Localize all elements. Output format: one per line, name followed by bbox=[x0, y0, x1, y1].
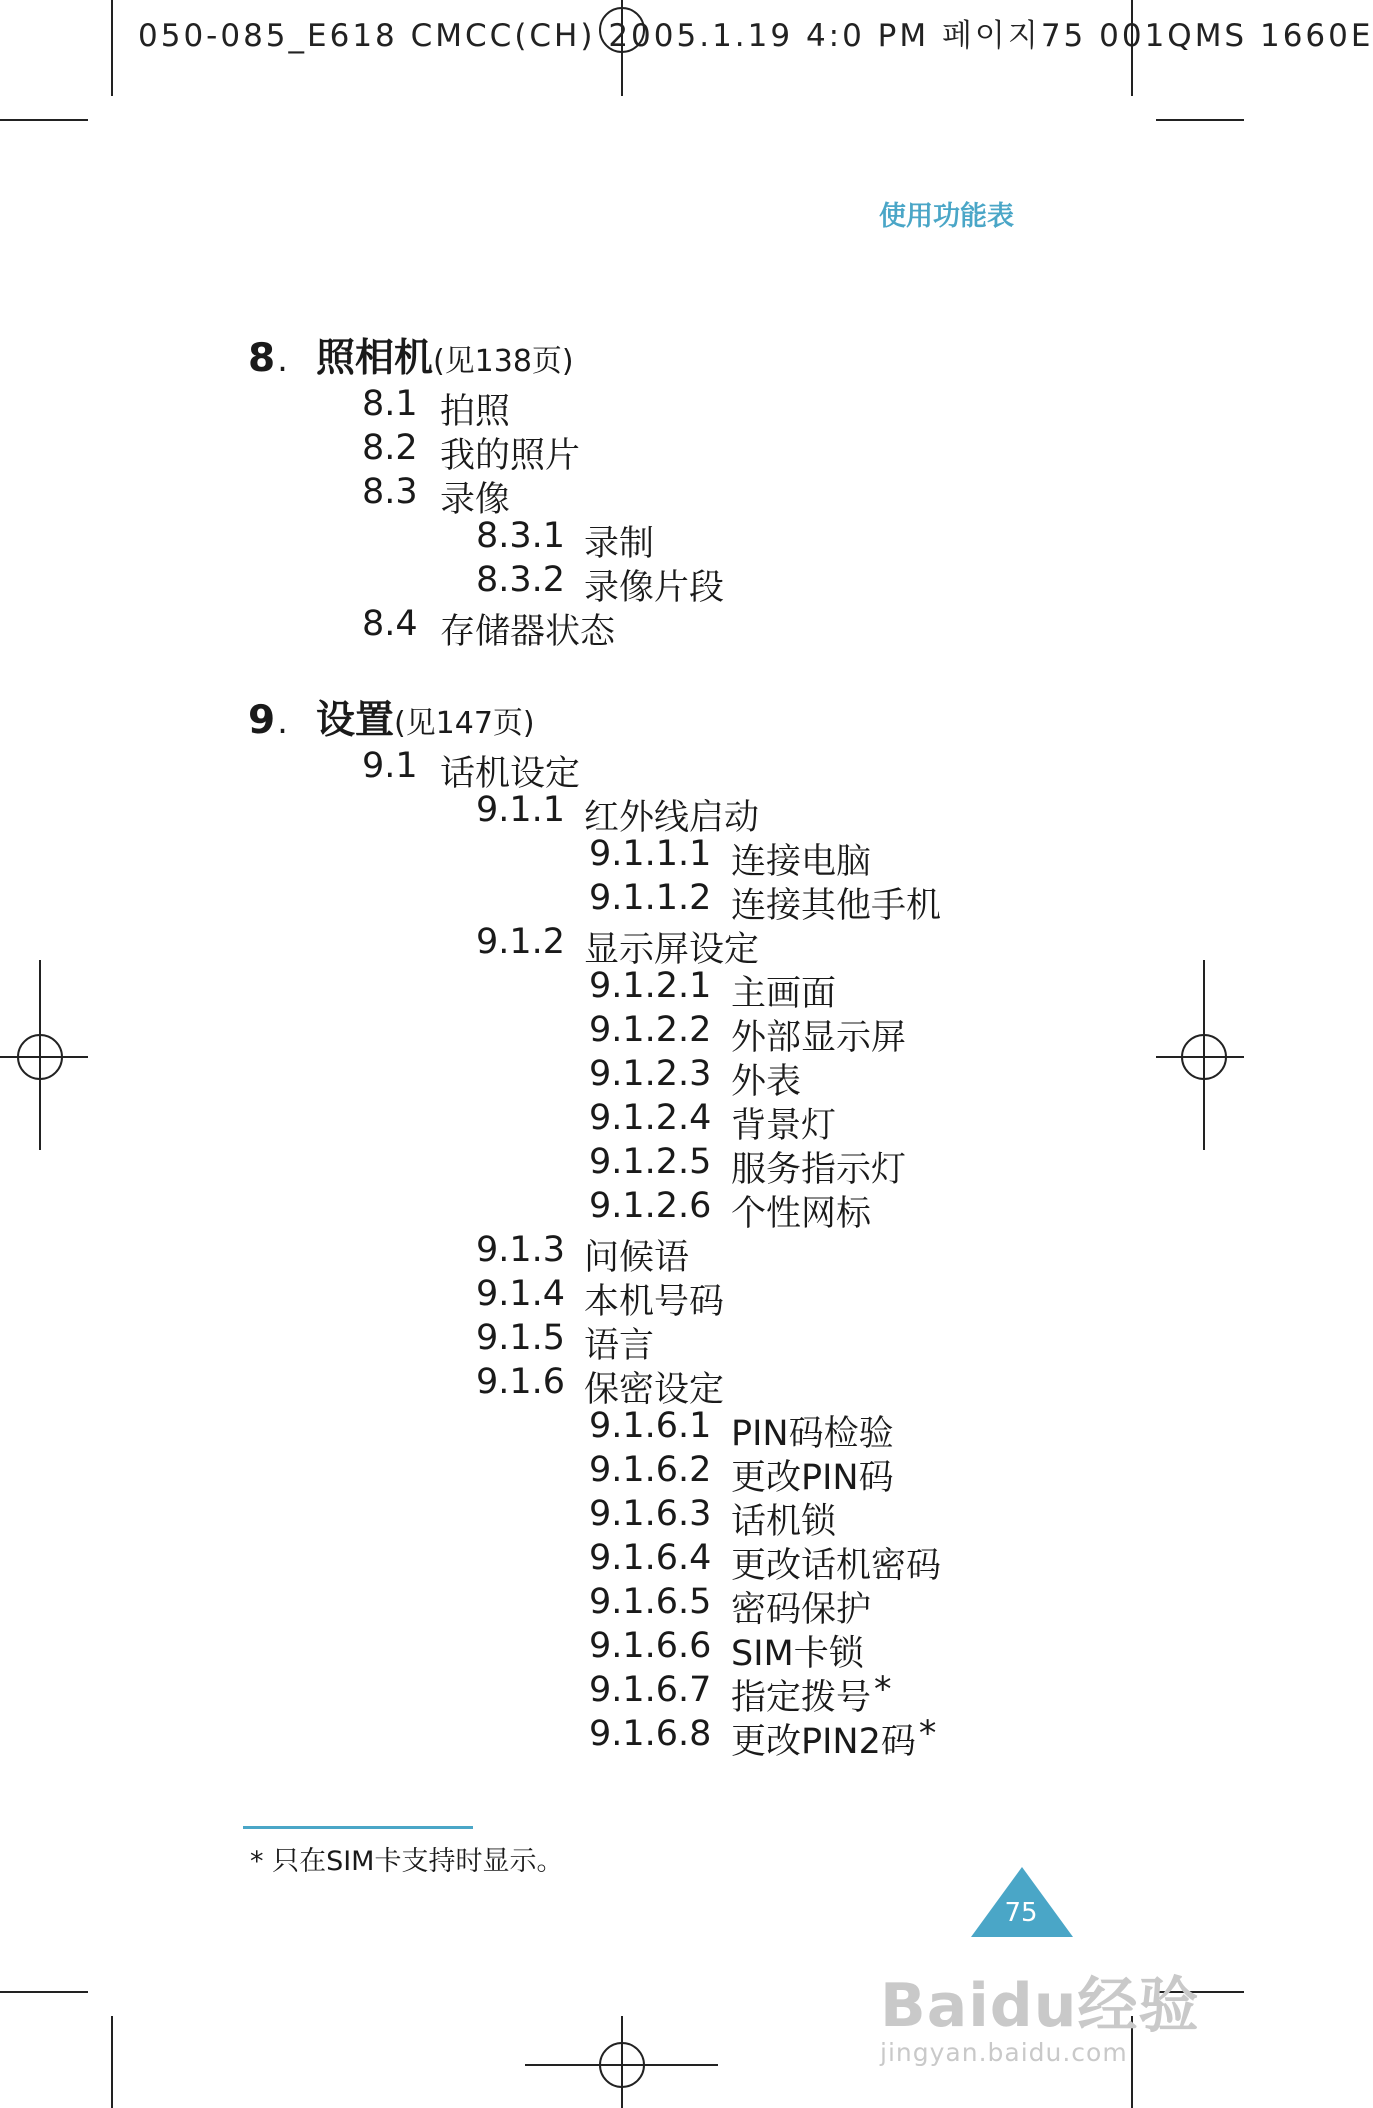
section-heading-camera bbox=[248, 327, 574, 383]
section-title: 照相机 bbox=[315, 336, 433, 381]
menu-item bbox=[589, 1054, 802, 1102]
item-number: 9.1.2.6 bbox=[589, 1186, 712, 1226]
menu-item bbox=[362, 428, 581, 476]
item-label: 主画面 bbox=[731, 974, 837, 1014]
item-number: 9.1.2.3 bbox=[589, 1054, 712, 1094]
page-reference: (见147页) bbox=[393, 706, 535, 741]
item-number: 9.1.6.2 bbox=[589, 1450, 712, 1490]
item-label: 录制 bbox=[584, 524, 655, 564]
menu-item bbox=[476, 1318, 655, 1366]
item-label: 个性网标 bbox=[731, 1194, 872, 1234]
menu-item bbox=[476, 516, 655, 564]
item-number: 9.1.6.5 bbox=[589, 1582, 712, 1622]
menu-item bbox=[589, 966, 837, 1014]
item-number: 9.1.2.2 bbox=[589, 1010, 712, 1050]
item-number: 9.1.6.1 bbox=[589, 1406, 712, 1446]
item-number: 8.4 bbox=[362, 604, 418, 644]
item-number: 8.2 bbox=[362, 428, 418, 468]
menu-item bbox=[589, 1450, 894, 1498]
item-label: 更改PIN码 bbox=[731, 1458, 894, 1498]
menu-item bbox=[589, 1494, 837, 1542]
item-number: 8.3 bbox=[362, 472, 418, 512]
item-number: 9.1.6 bbox=[476, 1362, 566, 1402]
item-label: 拍照 bbox=[440, 392, 511, 432]
item-number: 9.1.1 bbox=[476, 790, 566, 830]
baidu-watermark bbox=[880, 1958, 1199, 2067]
item-number: 9.1.1.2 bbox=[589, 878, 712, 918]
item-label bbox=[731, 1670, 892, 1720]
watermark-url: jingyan.baidu.com bbox=[880, 2038, 1128, 2067]
menu-item bbox=[362, 472, 511, 520]
menu-item bbox=[589, 1582, 872, 1630]
item-number: 9.1 bbox=[362, 746, 418, 786]
item-number: 9.1.2.4 bbox=[589, 1098, 712, 1138]
menu-item bbox=[589, 1714, 937, 1762]
page-reference: (见138页) bbox=[432, 344, 574, 379]
item-number: 9.1.2.5 bbox=[589, 1142, 712, 1182]
item-number: 8.3.2 bbox=[476, 560, 566, 600]
item-number: 9.1.2.1 bbox=[589, 966, 712, 1006]
menu-item bbox=[589, 1010, 907, 1058]
asterisk-mark: * bbox=[918, 1714, 937, 1754]
item-label: 外表 bbox=[731, 1062, 802, 1102]
menu-item bbox=[589, 1538, 942, 1586]
menu-item bbox=[589, 1406, 894, 1454]
item-label: 连接电脑 bbox=[731, 842, 872, 882]
item-label: 保密设定 bbox=[584, 1370, 725, 1410]
item-number: 9.1.6.8 bbox=[589, 1714, 712, 1754]
menu-item bbox=[362, 746, 581, 794]
item-label: 问候语 bbox=[584, 1238, 690, 1278]
item-number: 9.1.1.1 bbox=[589, 834, 712, 874]
item-label: 更改话机密码 bbox=[731, 1546, 942, 1586]
item-label: 录像 bbox=[440, 480, 511, 520]
item-label: 话机锁 bbox=[731, 1502, 837, 1542]
item-number: 9.1.4 bbox=[476, 1274, 566, 1314]
menu-item bbox=[362, 604, 616, 652]
item-label-text: 更改PIN2码 bbox=[731, 1722, 916, 1762]
menu-item bbox=[589, 1098, 837, 1146]
item-number: 9.1.6.4 bbox=[589, 1538, 712, 1578]
page-header-title: 使用功能表 bbox=[879, 201, 1014, 232]
section-dot: . bbox=[277, 340, 288, 380]
menu-item bbox=[589, 878, 942, 926]
item-label: 背景灯 bbox=[731, 1106, 837, 1146]
watermark-logo: Baidu经验 bbox=[880, 1971, 1200, 2041]
item-number: 9.1.3 bbox=[476, 1230, 566, 1270]
section-dot: . bbox=[277, 702, 288, 742]
menu-item bbox=[589, 1670, 892, 1718]
section-number: 8 bbox=[248, 336, 276, 381]
menu-item bbox=[476, 922, 760, 970]
item-label: 服务指示灯 bbox=[731, 1150, 907, 1190]
menu-item bbox=[589, 1186, 872, 1234]
menu-item bbox=[589, 834, 872, 882]
footnote: * 只在SIM卡支持时显示。 bbox=[250, 1846, 564, 1877]
asterisk-mark: * bbox=[874, 1670, 892, 1710]
menu-item bbox=[476, 790, 760, 838]
menu-item bbox=[362, 384, 511, 432]
item-label: 连接其他手机 bbox=[731, 886, 942, 926]
item-label: PIN码检验 bbox=[731, 1414, 894, 1454]
menu-item bbox=[589, 1142, 907, 1190]
page-number: 75 bbox=[1004, 1898, 1038, 1928]
section-heading-settings bbox=[248, 689, 535, 745]
item-number: 9.1.6.3 bbox=[589, 1494, 712, 1534]
item-label: 存储器状态 bbox=[440, 612, 616, 652]
item-number: 8.3.1 bbox=[476, 516, 566, 556]
item-label: SIM卡锁 bbox=[731, 1634, 864, 1674]
menu-item bbox=[476, 1362, 725, 1410]
item-label: 本机号码 bbox=[584, 1282, 725, 1322]
item-label: 外部显示屏 bbox=[731, 1018, 907, 1058]
menu-item bbox=[476, 560, 725, 608]
item-label: 我的照片 bbox=[440, 436, 581, 476]
footnote-rule bbox=[243, 1826, 473, 1829]
item-label: 密码保护 bbox=[731, 1590, 872, 1630]
item-label-text: 指定拨号 bbox=[731, 1678, 872, 1718]
item-number: 9.1.6.7 bbox=[589, 1670, 712, 1710]
item-label bbox=[731, 1714, 936, 1764]
item-number: 9.1.2 bbox=[476, 922, 566, 962]
item-label: 红外线启动 bbox=[584, 798, 760, 838]
menu-item bbox=[476, 1230, 690, 1278]
menu-item bbox=[476, 1274, 725, 1322]
printer-slug: 050-085_E618 CMCC(CH) 2005.1.19 4:0 PM 페이지75 001QMS 1660E bbox=[138, 18, 1373, 54]
section-number: 9 bbox=[248, 698, 276, 743]
item-number: 8.1 bbox=[362, 384, 418, 424]
item-number: 9.1.5 bbox=[476, 1318, 566, 1358]
item-label: 语言 bbox=[584, 1326, 655, 1366]
item-label: 录像片段 bbox=[584, 568, 725, 608]
item-label: 话机设定 bbox=[440, 754, 581, 794]
menu-item bbox=[589, 1626, 864, 1674]
section-title: 设置 bbox=[315, 698, 394, 743]
item-number: 9.1.6.6 bbox=[589, 1626, 712, 1666]
item-label: 显示屏设定 bbox=[584, 930, 760, 970]
